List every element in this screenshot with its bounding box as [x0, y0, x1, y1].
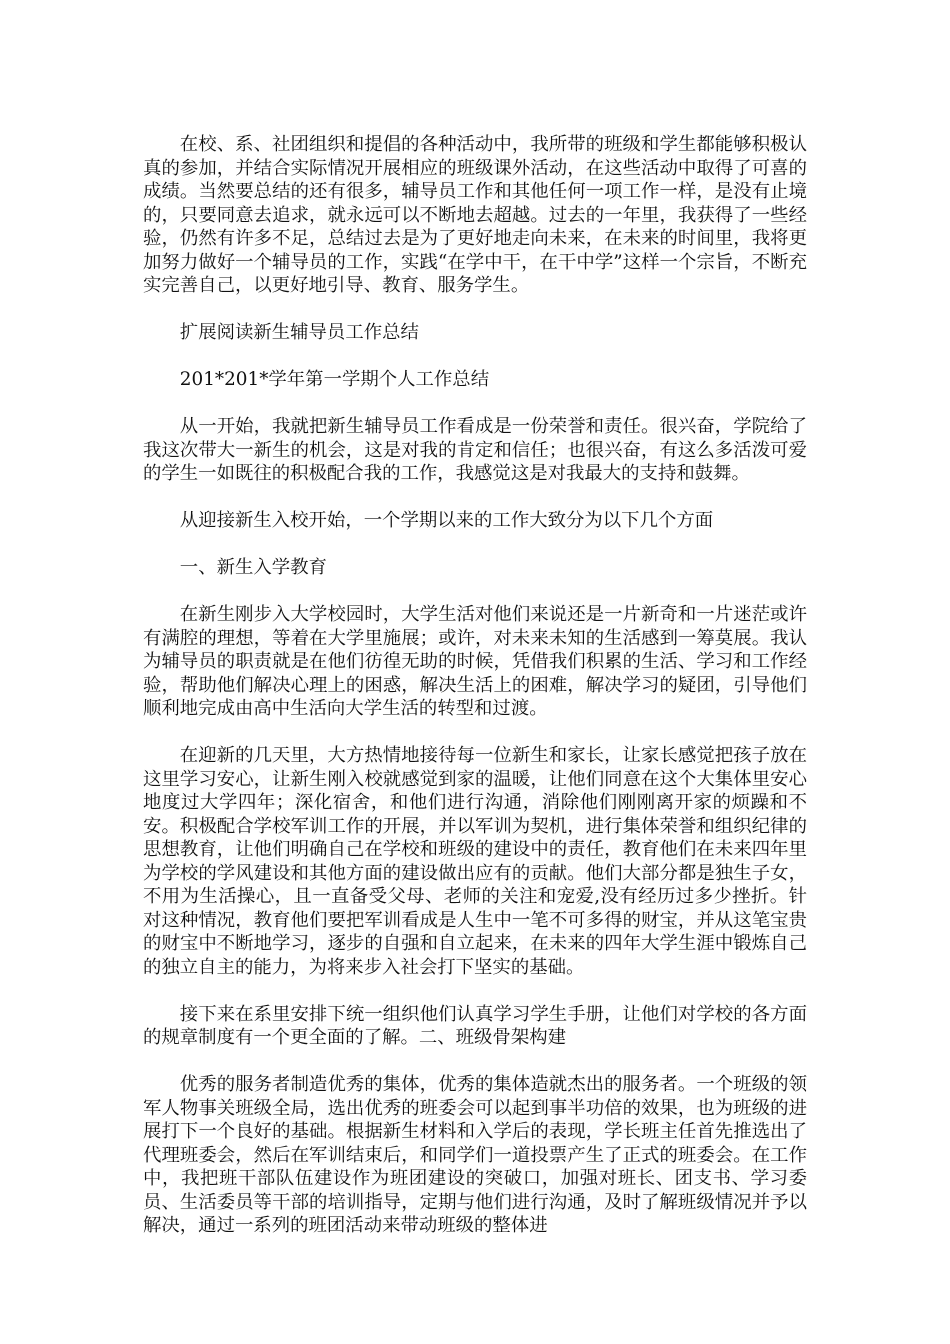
paragraph-semester-summary-heading: 201*201*学年第一学期个人工作总结 — [179, 369, 490, 390]
section-heading-orientation: 一、新生入学教育 — [179, 557, 327, 578]
paragraph-welcome-and-military-training: 在迎新的几天里，大方热情地接待每一位新生和家长，让家长感觉把孩子放在这里学习安心，让新生刚入校就感觉到家的温暖，让他们同意在这个大集体里安心地度过大学四年；深化宿舍，和他们进行沟通，消除他们刚刚离开家的烦躁和不安。积极配合学校军训工作的开展，并以军训为契机，进行集体荣誉和组织纪律的思想教育，让他们明确自己在学校和班级的建设中的责任，教育他们在未来四年里为学校的学风建设和其他方面的建设做出应有的贡献。他们大部分都是独生子女，不用为生活操心，且一直备受父母、老师的关注和宠爱,没有经历过多少挫折。针对这种情况，教育他们要把军训看成是人生中一笔不可多得的财宝，并从这笔宝贵的财宝中不断地学习，逐步的自强和自立起来，在未来的四年大学生涯中锻炼自己的独立自主的能力，为将来步入社会打下坚实的基础。 — [143, 745, 807, 978]
paragraph-student-handbook: 接下来在系里安排下统一组织他们认真学习学生手册，让他们对学校的各方面的规章制度有一个更全面的了解。二、班级骨架构建 — [143, 1003, 807, 1048]
paragraph-class-committee: 优秀的服务者制造优秀的集体，优秀的集体造就杰出的服务者。一个班级的领军人物事关班级全局，选出优秀的班委会可以起到事半功倍的效果，也为班级的进展打下一个良好的基础。根据新生材料和入学后的表现，学长班主任首先推选出了代理班委会，然后在军训结束后，和同学们一道投票产生了正式的班委会。在工作中，我把班干部队伍建设作为班团建设的突破口，加强对班长、团支书、学习委员、生活委员等干部的培训指导，定期与他们进行沟通，及时了解班级情况并予以解决，通过一系列的班团活动来带动班级的整体进 — [143, 1074, 807, 1236]
paragraph-extended-reading-heading: 扩展阅读新生辅导员工作总结 — [179, 322, 419, 343]
paragraph-activities-summary: 在校、系、社团组织和提倡的各种活动中，我所带的班级和学生都能够积极认真的参加，并结合实际情况开展相应的班级课外活动，在这些活动中取得了可喜的成绩。当然要总结的还有很多，辅导员工作和其他任何一项工作一样，是没有止境的，只要同意去追求，就永远可以不断地去超越。过去的一年里，我获得了一些经验，仍然有许多不足，总结过去是为了更好地走向未来，在未来的时间里，我将更加努力做好一个辅导员的工作，实践“在学中干，在干中学”这样一个宗旨，不断充实完善自己，以更好地引导、教育、服务学生。 — [143, 134, 807, 296]
paragraph-orientation-role: 在新生刚步入大学校园时，大学生活对他们来说还是一片新奇和一片迷茫或许有满腔的理想，等着在大学里施展；或许，对未来未知的生活感到一筹莫展。我认为辅导员的职责就是在他们彷徨无助的时候，凭借我们积累的生活、学习和工作经验，帮助他们解决心理上的困惑，解决生活上的困难，解决学习的疑团，引导他们顺利地完成由高中生活向大学生活的转型和过渡。 — [143, 604, 807, 719]
paragraph-work-overview: 从迎接新生入校开始，一个学期以来的工作大致分为以下几个方面 — [179, 510, 714, 531]
document-body — [143, 133, 807, 1238]
paragraph-honor-and-responsibility: 从一开始，我就把新生辅导员工作看成是一份荣誉和责任。很兴奋，学院给了我这次带大一新生的机会，这是对我的肯定和信任；也很兴奋，有这么多活泼可爱的学生一如既往的积极配合我的工作，我感觉这是对我最大的支持和鼓舞。 — [143, 416, 807, 484]
